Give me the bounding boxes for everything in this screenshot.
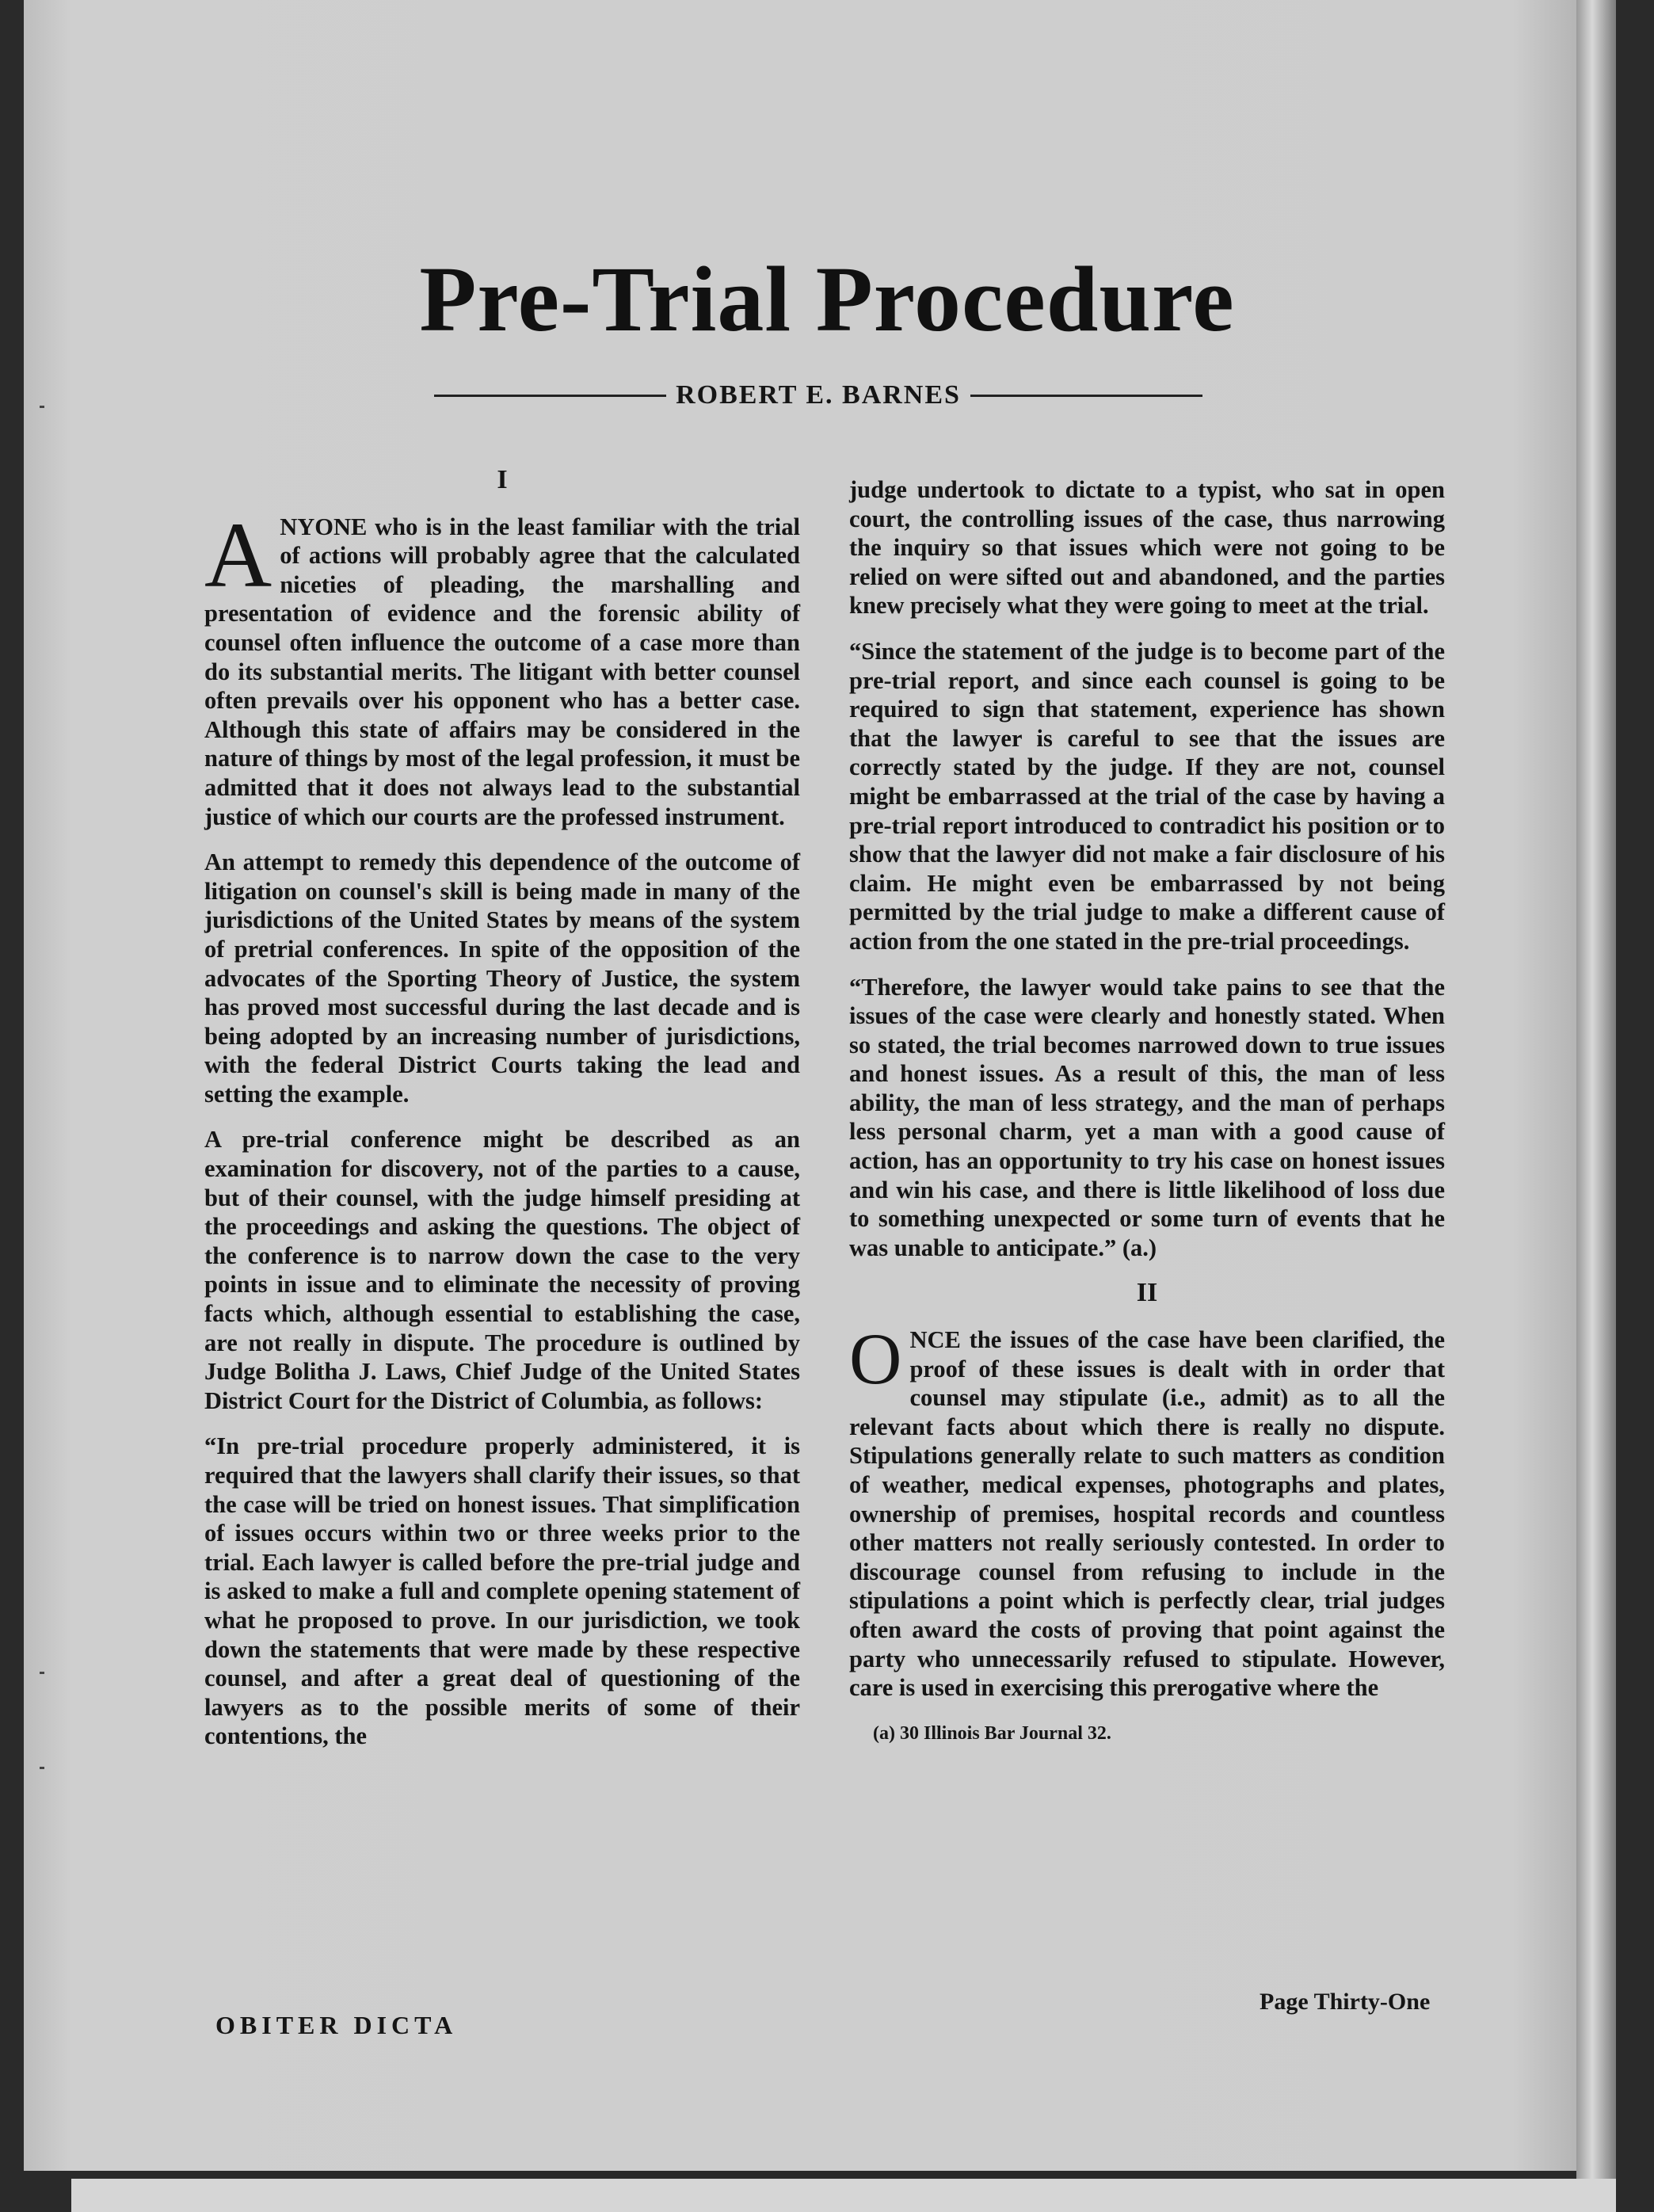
drop-cap: A bbox=[204, 502, 272, 607]
quote-paragraph: “Therefore, the lawyer would take pains to see that the issues of the case were clearly and honestly stated. When so stated, the trial becomes narrowed down to true issues and honest issues. As a result of this, the man of less ability, the man of less strategy, and the man of perhaps less personal charm, yet a man with a good cause of action, has an opportunity to try his case on honest issues and win his case, and there is little likelihood of loss due to something unexpected or some turn of events that he was unable to anticipate.” (a.) bbox=[849, 973, 1445, 1261]
paragraph: judge undertook to dictate to a typist, who sat in open court, the controlling issues of the case, thus narrowing the inquiry so that issues which were not going to be relied on were sifted out and abandoned, and the parties knew precisely what they were going to meet at the trial. bbox=[849, 476, 1445, 620]
paragraph: A pre-trial conference might be described as an examination for discovery, not of the parties to a cause, but of their counsel, with the judge himself presiding at the proceedings and asking the questions. The object of the conference is to narrow down the case to the very points in issue and to eliminate the necessity of proving facts which, although essential to establishing the case, are not really in dispute. The procedure is outlined by Judge Bolitha J. Laws, Chief Judge of the United States District Court for the District of Columbia, as follows: bbox=[204, 1126, 800, 1414]
paragraph bbox=[204, 502, 800, 832]
article-title: Pre-Trial Procedure bbox=[419, 247, 1235, 351]
paragraph-text: NCE the issues of the case have been clarified, the proof of these issues is dealt with in order that counsel may stipulate (i.e., admit) as to all the relevant facts about which there is really no dispute. Stipulations generally relate to such matters as condition of weather, medical expenses, photographs and plates, ownership of premises, hospital records and countless other matters not really seriously contested. In order to discourage counsel from refusing to include in the stipulations a point which is perfectly clear, trial judges often award the costs of proving that point against the party who unnecessarily refused to stipulate. However, care is used in exercising this prerogative where the bbox=[849, 1326, 1445, 1702]
margin-mark bbox=[40, 1767, 44, 1769]
publication-name: OBITER DICTA bbox=[215, 2011, 458, 2039]
section-heading-1: I bbox=[497, 465, 508, 494]
byline bbox=[434, 380, 1202, 410]
margin-mark bbox=[40, 1672, 44, 1674]
left-column bbox=[204, 466, 800, 1768]
page-number: Page Thirty-One bbox=[1260, 1989, 1431, 2015]
paragraph: An attempt to remedy this dependence of the outcome of litigation on counsel's skill is being made in many of the jurisdictions of the United States by means of the system of pretrial conferences. In spite of the opposition of the advocates of the Sporting Theory of Justice, the system has proved most successful during the last decade and is being adopted by an increasing number of jurisdictions, with the federal District Courts taking the lead and setting the example. bbox=[204, 849, 800, 1108]
right-column bbox=[849, 475, 1445, 1748]
byline-rule-left bbox=[434, 395, 666, 397]
author-name: ROBERT E. BARNES bbox=[676, 380, 961, 410]
next-page-strip bbox=[71, 2179, 1616, 2212]
drop-cap: O bbox=[849, 1318, 902, 1400]
quote-paragraph: “Since the statement of the judge is to become part of the pre-trial report, and since each counsel is going to be required to sign that statement, experience has shown that the lawyer is careful to see that the issues are correctly stated by the judge. If they are not, counsel might be embarrassed at the trial of the case by having a pre-trial report introduced to contradict his position or to show that the lawyer did not make a fair disclosure of his claim. He might even be embarrassed by not being permitted by the trial judge to make a different cause of action from the one stated in the pre-trial proceedings. bbox=[849, 637, 1445, 955]
section-heading-2: II bbox=[1136, 1278, 1158, 1308]
quote-paragraph: “In pre-trial procedure properly administered, it is required that the lawyers shall clarify their issues, so that the case will be tried on honest issues. That simplification of issues occurs within two or three weeks prior to the trial. Each lawyer is called before the pre-trial judge and is asked to make a full and complete opening statement of what he proposed to prove. In our jurisdiction, we took down the statements that were made by these respective counsel, and after a great deal of questioning of the lawyers as to the possible merits of some of their contentions, the bbox=[204, 1432, 800, 1750]
paragraph bbox=[849, 1318, 1445, 1703]
paragraph-text: NYONE who is in the least familiar with the trial of actions will probably agree that the calculated niceties of pleading, the marshalling and presentation of evidence and the forensic ability of counsel often influence the outcome of a case more than do its substantial merits. The litigant with better counsel often prevails over his opponent who has a better case. Although this state of affairs may be considered in the nature of things by most of the legal profession, it must be admitted that it does not always lead to the substantial justice of which our courts are the professed instrument. bbox=[204, 513, 800, 830]
footnote: (a) 30 Illinois Bar Journal 32. bbox=[873, 1722, 1111, 1744]
byline-rule-right bbox=[970, 395, 1202, 397]
margin-mark bbox=[40, 406, 44, 408]
